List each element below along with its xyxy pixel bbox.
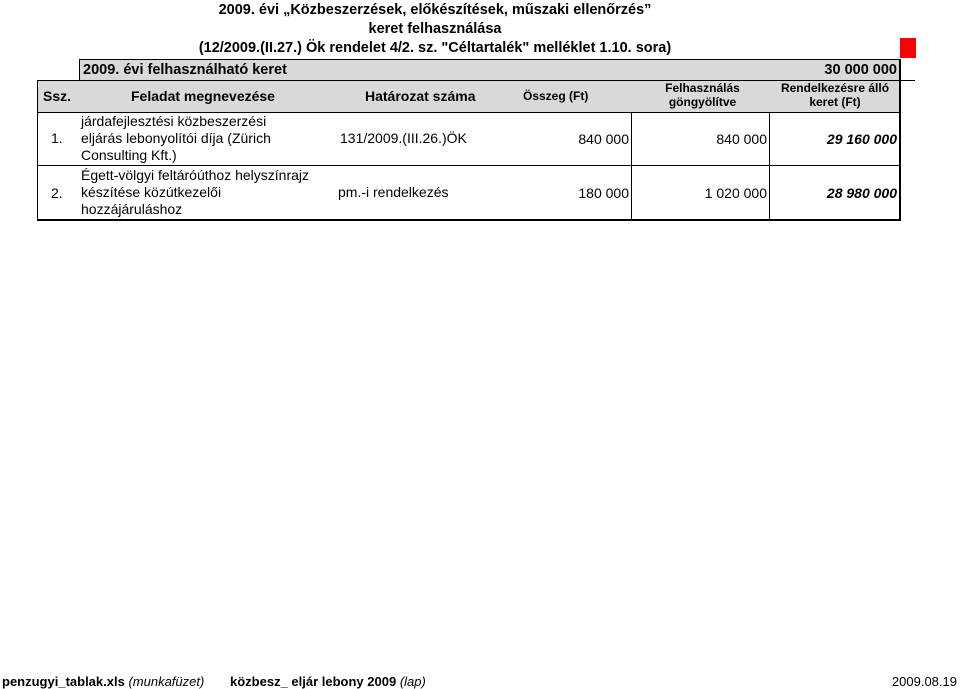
column-header-amount: Összeg (Ft): [523, 89, 589, 103]
row-1-task-line-3: Consulting Kft.): [81, 147, 177, 163]
footer-date: 2009.08.19: [891, 674, 957, 689]
row-2-cumulative: 1 020 000: [704, 185, 767, 201]
column-header-usage-line-1: Felhasználás: [665, 81, 740, 95]
row-2-ssz: 2.: [51, 185, 63, 201]
footer-sheet-note: (lap): [399, 674, 426, 689]
row-1-resolution: 131/2009.(III.26.)ÖK: [340, 130, 467, 146]
footer-sheet-name: közbesz_ eljár lebony 2009: [230, 674, 397, 689]
budget-top-border: [80, 59, 900, 60]
column-header-available-line-1: Rendelkezésre álló: [780, 81, 890, 95]
row-1-amount: 840 000: [578, 131, 629, 147]
row-2-task-line-3: hozzájáruláshoz: [81, 201, 183, 217]
amount-divider: [631, 112, 632, 221]
column-header-usage-line-2: göngyölítve: [668, 95, 737, 109]
row-2-task-line-2: készítése közútkezelői: [81, 184, 222, 200]
table-right-border: [899, 59, 901, 221]
row-1-available: 29 160 000: [826, 131, 897, 147]
row-2-amount: 180 000: [578, 185, 629, 201]
budget-value: 30 000 000: [824, 62, 897, 78]
column-header-resolution: Határozat száma: [365, 88, 476, 104]
column-header-usage: [640, 81, 765, 109]
column-header-available: [770, 81, 900, 109]
title-line-1: 2009. évi „Közbeszerzések, előkészítések, műszaki ellenőrzés”: [218, 2, 652, 18]
footer-file: [2, 674, 204, 689]
column-header-ssz: Ssz.: [43, 88, 72, 104]
budget-left-border: [79, 59, 80, 81]
table-left-border: [37, 80, 38, 221]
row-2-task-line-1: Égett-völgyi feltáróúthoz helyszínrajz: [81, 167, 309, 183]
row-2-task: [81, 167, 309, 218]
table-bottom-border: [37, 219, 901, 221]
row-1-ssz: 1.: [51, 130, 63, 146]
row-1-bottom-border: [37, 165, 901, 166]
row-2-resolution: pm.-i rendelkezés: [338, 184, 449, 200]
row-1-task-line-1: járdafejlesztési közbeszerzési: [81, 113, 267, 129]
column-header-available-line-2: keret (Ft): [809, 95, 861, 109]
row-1-cumulative: 840 000: [716, 131, 767, 147]
title-line-3: (12/2009.(II.27.) Ök rendelet 4/2. sz. "Céltartalék" melléklet 1.10. sora): [198, 40, 672, 56]
row-1-task: [81, 113, 271, 164]
cumulative-divider: [769, 112, 770, 221]
footer-sheet: [230, 674, 426, 689]
header-top-border: [37, 80, 915, 81]
title-line-2: keret felhasználása: [368, 21, 502, 37]
column-header-task: Feladat megnevezése: [131, 88, 275, 104]
red-marker: [900, 38, 916, 58]
footer-file-name: penzugyi_tablak.xls: [2, 674, 125, 689]
footer-file-note: (munkafüzet): [128, 674, 205, 689]
budget-label: 2009. évi felhasználható keret: [83, 62, 287, 78]
row-2-available: 28 980 000: [826, 185, 897, 201]
row-1-task-line-2: eljárás lebonyolítói díja (Zürich: [81, 130, 271, 146]
